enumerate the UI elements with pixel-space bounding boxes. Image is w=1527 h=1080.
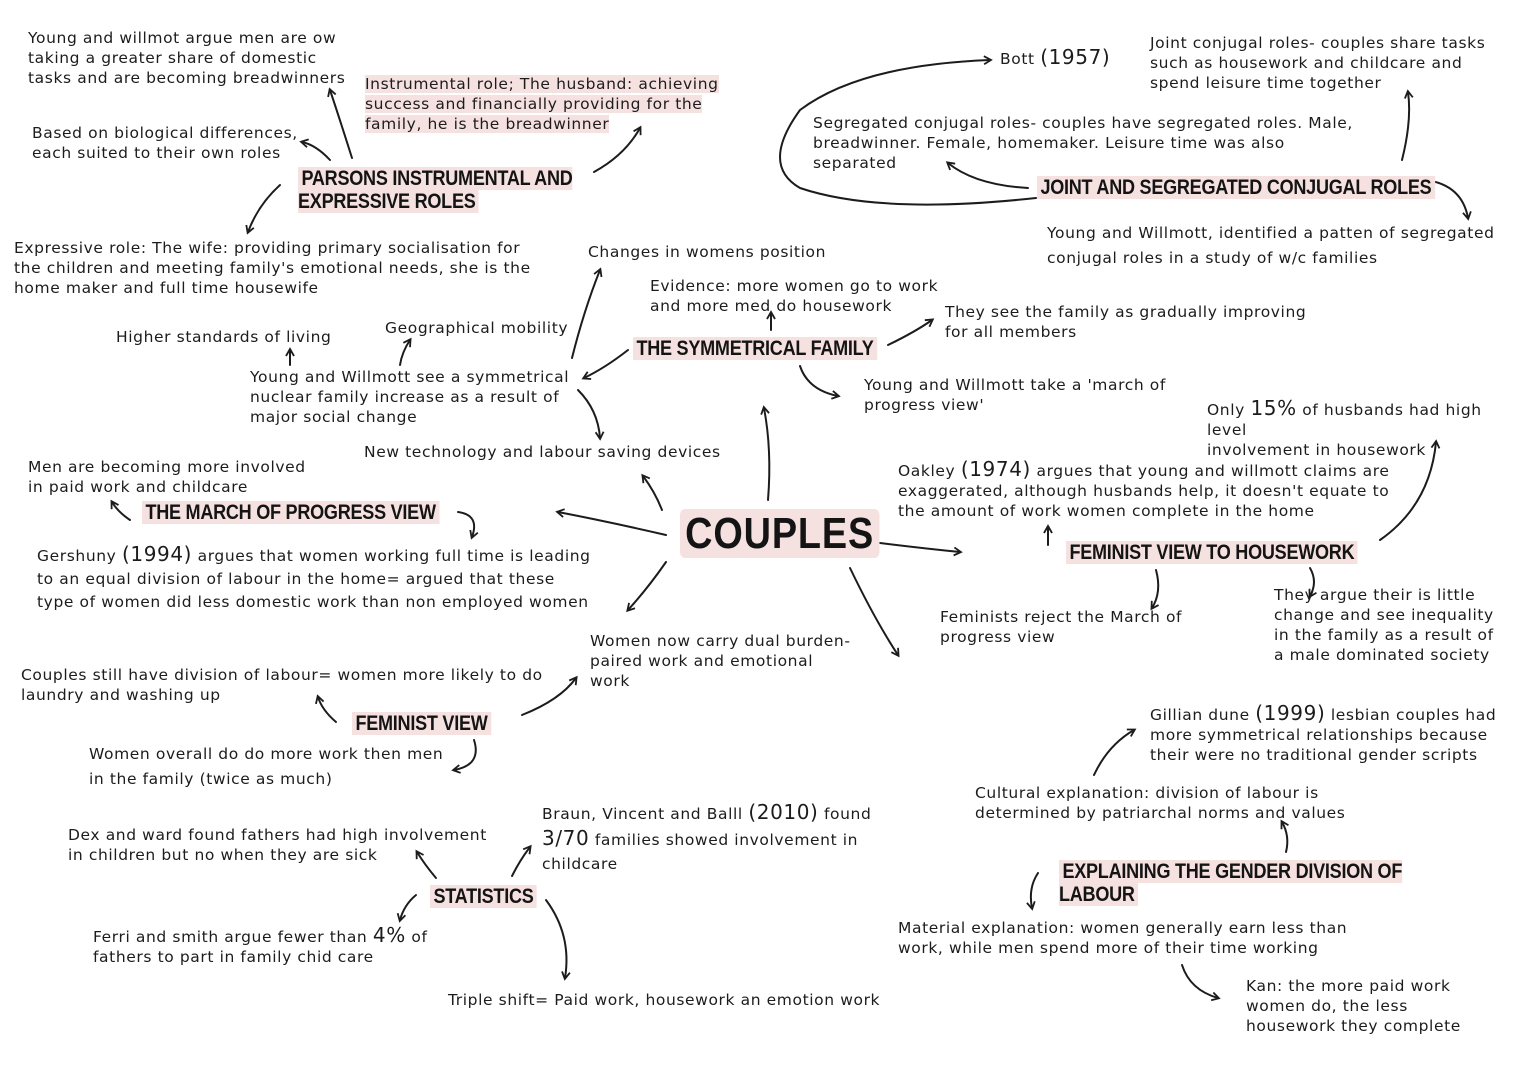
arrow-stats-braun: [512, 847, 530, 876]
arrow-parsons-instrumental: [594, 128, 640, 172]
note-dual-burden: Women now carry dual burden- paired work and emotional work: [590, 632, 851, 690]
note-expressive-role: Expressive role: The wife: providing primary socialisation for the children and meeting family's emotional needs, she is the home maker and full time housewife: [14, 239, 531, 297]
arrow-center-march: [558, 512, 666, 535]
arrow-sym-young: [584, 350, 628, 378]
ferri-post: of fathers to part in family chid care: [93, 928, 428, 966]
note-symmetrical-increase: Young and Willmott see a symmetrical nuclear family increase as a result of major social change: [250, 368, 570, 426]
heading-feminist-housework-label: FEMINIST VIEW TO HOUSEWORK: [1066, 541, 1358, 564]
only-pre: Only: [1207, 401, 1251, 419]
arrow-sym-march: [800, 366, 838, 396]
arrow-exp-cultural: [1282, 822, 1287, 852]
heading-explaining-label: EXPLAINING THE GENDER DIVISION OF LABOUR: [1059, 860, 1403, 906]
arrow-fem-more: [454, 740, 476, 770]
braun-found: found: [818, 805, 872, 823]
note-gillian: [1150, 703, 1496, 765]
note-young-willmot-breadwinners: Young and willmot argue men are ow taking a greater share of domestic tasks and are becoming breadwinners: [28, 29, 346, 87]
gershuny-text: argues that women working full time is leading to an equal division of labour in the home= argued that these type of women did less domestic work than non employed women: [37, 547, 591, 611]
heading-statistics-label: STATISTICS: [430, 885, 537, 908]
heading-feminist: [352, 712, 491, 735]
heading-conjugal: [1037, 176, 1435, 199]
note-instrumental-role: [365, 74, 719, 134]
center-label: COUPLES: [680, 509, 879, 558]
heading-feminist-housework: [1066, 541, 1358, 564]
arrow-parsons-expressive: [248, 185, 280, 232]
only-post: of husbands had high level involvement in housework: [1207, 401, 1482, 459]
arrow-exp-kan: [1182, 965, 1218, 998]
arrow-center-sym: [764, 408, 769, 500]
bott-name: Bott: [1000, 50, 1035, 68]
arrow-conjugal-joint: [1402, 92, 1409, 160]
heading-conjugal-label: JOINT AND SEGREGATED CONJUGAL ROLES: [1037, 176, 1435, 199]
note-ferri: [93, 925, 428, 967]
note-more-work: Women overall do do more work then men in the family (twice as much): [89, 745, 444, 788]
arrow-young-newtech: [578, 390, 600, 438]
note-triple-shift: Triple shift= Paid work, housework an emotion work: [448, 991, 881, 1009]
gillian-name: Gillian dune: [1150, 706, 1256, 724]
heading-explaining: [1059, 860, 1461, 906]
note-material: Material explanation: women generally earn less than work, while men spend more of their time working: [898, 919, 1348, 957]
arrow-march-men: [112, 502, 130, 520]
note-joint-conjugal: Joint conjugal roles- couples share tasks such as housework and childcare and spend leisure time together: [1150, 34, 1486, 92]
center-topic: [680, 509, 879, 559]
heading-statistics: [430, 885, 537, 908]
heading-parsons: [298, 167, 573, 213]
arrow-exp-gillian: [1094, 730, 1134, 775]
gershuny-name: Gershuny: [37, 547, 122, 565]
arrow-parsons-biological: [302, 142, 330, 160]
note-geographical: Geographical mobility: [385, 319, 569, 337]
note-only-15: [1207, 398, 1527, 460]
note-braun: [542, 800, 871, 876]
oakley-text: argues that young and willmott claims are exaggerated, although husbands help, it doesn't equate to the amount of work women complete in the home: [898, 462, 1390, 520]
arrow-march-gershuny: [458, 512, 474, 537]
gershuny-year: (1994): [121, 542, 193, 566]
note-new-technology: New technology and labour saving devices: [364, 443, 721, 461]
braun-year: (2010): [748, 800, 819, 824]
arrow-center-femhouse: [872, 542, 960, 552]
note-evidence: Evidence: more women go to work and more med do housework: [650, 277, 939, 315]
arrow-stats-ferri: [400, 895, 416, 920]
braun-stat: 3/70: [542, 826, 590, 850]
arrow-exp-material: [1031, 873, 1038, 908]
only-pct: 15%: [1250, 396, 1297, 420]
note-young-willmott-patten: Young and Willmott, identified a patten of segregated conjugal roles in a study of w/c families: [1047, 224, 1495, 267]
bott-year: (1957): [1040, 45, 1111, 69]
note-division-labour: Couples still have division of labour= women more likely to do laundry and washing up: [21, 666, 543, 704]
heading-parsons-label: PARSONS INSTRUMENTAL AND EXPRESSIVE ROLES: [298, 167, 573, 213]
note-higher-standards: Higher standards of living: [116, 328, 332, 346]
heading-march-label: THE MARCH OF PROGRESS VIEW: [142, 501, 439, 524]
arrow-young-changes: [572, 270, 600, 358]
note-kan: Kan: the more paid work women do, the less housework they complete: [1246, 977, 1461, 1035]
instrumental-role-text: Instrumental role; The husband: achieving success and financially providing for the family, he is the breadwinner: [365, 75, 719, 133]
note-bott: [1000, 47, 1110, 69]
braun-name: Braun, Vincent and Balll: [542, 805, 749, 823]
note-gradually-improving: They see the family as gradually improving for all members: [945, 303, 1307, 341]
note-oakley: [898, 459, 1390, 521]
braun-text: families showed involvement in childcare: [542, 831, 859, 873]
note-biological: Based on biological differences, each suited to their own roles: [32, 124, 298, 162]
arrow-center-feminist: [628, 562, 666, 610]
heading-symmetrical: [633, 337, 877, 360]
ferri-pre: Ferri and smith argue fewer than: [93, 928, 373, 946]
arrow-femhouse-reject: [1152, 570, 1158, 608]
note-dex-ward: Dex and ward found fathers had high involvement in children but no when they are sick: [68, 826, 487, 864]
note-gershuny: [37, 543, 591, 614]
note-little-change: They argue their is little change and see inequality in the family as a result of a male dominated society: [1274, 586, 1494, 664]
oakley-name: Oakley: [898, 462, 961, 480]
arrow-parsons-young: [330, 90, 352, 158]
heading-symmetrical-label: THE SYMMETRICAL FAMILY: [633, 337, 877, 360]
arrow-center-explaining: [850, 568, 898, 655]
gillian-year: (1999): [1255, 701, 1326, 725]
arrow-stats-triple: [546, 900, 566, 978]
note-feminists-reject: Feminists reject the March of progress view: [940, 608, 1183, 646]
note-men-involved: Men are becoming more involved in paid work and childcare: [28, 458, 306, 496]
gillian-text: lesbian couples had more symmetrical relationships because their were no traditional gender scripts: [1150, 706, 1497, 764]
note-cultural: Cultural explanation: division of labour is determined by patriarchal norms and values: [975, 784, 1346, 822]
arrow-center-newtech: [643, 476, 662, 510]
oakley-year: (1974): [960, 457, 1031, 481]
note-changes-womens: Changes in womens position: [588, 243, 827, 261]
arrow-young-geo: [400, 340, 410, 365]
heading-march: [142, 501, 439, 524]
heading-feminist-label: FEMINIST VIEW: [352, 712, 491, 735]
note-segregated-conjugal: Segregated conjugal roles- couples have segregated roles. Male, breadwinner. Female, homemaker. Leisure time was also separated: [813, 114, 1353, 172]
ferri-pct: 4%: [372, 923, 406, 947]
note-march-of-progress-take: Young and Willmott take a 'march of progress view': [864, 376, 1166, 414]
arrow-sym-improving: [888, 320, 932, 345]
